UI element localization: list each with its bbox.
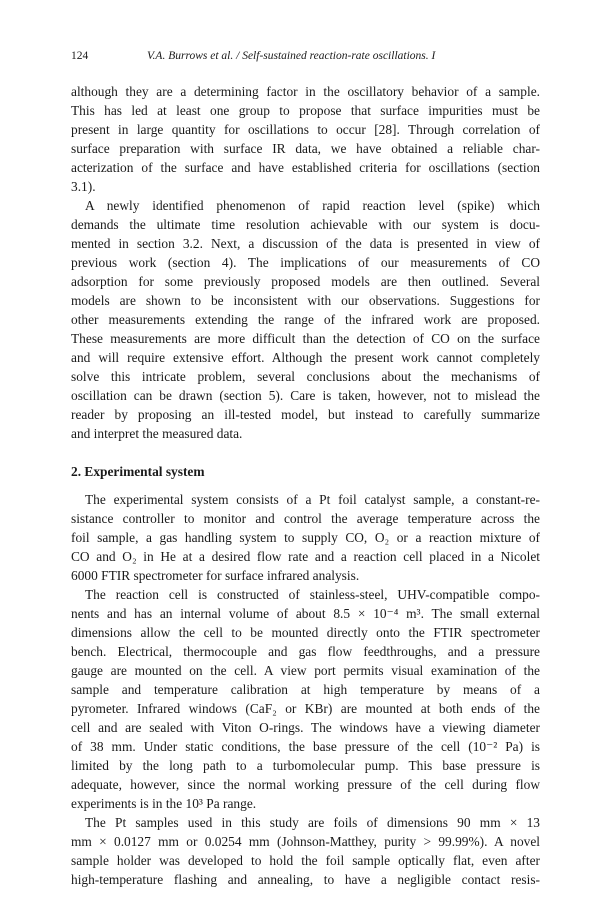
text-line: high-temperature flashing and annealing, to have a negligible contact resis-: [71, 872, 540, 887]
text-line: sistance controller to monitor and control the average temperature across the: [71, 511, 540, 526]
text-line: A newly identified phenomenon of rapid reaction level (spike) which: [85, 198, 540, 213]
text-line: present in large quantity for oscillations to occur [28]. Through correlation of: [71, 122, 540, 137]
text-line: The experimental system consists of a Pt foil catalyst sample, a constant-re-: [85, 492, 540, 507]
running-title: V.A. Burrows et al. / Self-sustained reaction-rate oscillations. I: [147, 50, 436, 62]
page-number: 124: [71, 50, 89, 62]
page-header: [71, 50, 542, 66]
paragraph-spike-phenomenon: [71, 196, 540, 443]
text-line: adsorption for some previously proposed models are then outlined. Several: [71, 274, 540, 289]
text-line: cell and are sealed with Viton O-rings. The windows have a viewing diameter: [71, 720, 540, 735]
text-line: and interpret the measured data.: [71, 426, 243, 441]
section-heading: 2. Experimental system: [71, 464, 205, 479]
text-line: 3.1).: [71, 179, 96, 194]
text-line: foil sample, a gas handling system to supply CO, O₂ or a reaction mixture of: [71, 530, 540, 545]
text-line: CO and O₂ in He at a desired flow rate and a reaction cell placed in a Nicolet: [71, 549, 540, 564]
text-line: previous work (section 4). The implications of our measurements of CO: [71, 255, 540, 270]
text-line: reader by proposing an ill-tested model, but instead to carefully summarize: [71, 407, 540, 422]
text-line: This has led at least one group to propose that surface impurities must be: [71, 103, 540, 118]
text-line: although they are a determining factor in the oscillatory behavior of a sample.: [71, 84, 540, 99]
text-line: acterization of the surface and have established criteria for oscillations (section: [71, 160, 540, 175]
text-line: mm × 0.0127 mm or 0.0254 mm (Johnson-Matthey, purity > 99.99%). A novel: [71, 834, 540, 849]
text-line: and will require extensive effort. Although the present work cannot completely: [71, 350, 540, 365]
text-line: surface preparation with surface IR data, we have obtained a reliable char-: [71, 141, 540, 156]
text-line: bench. Electrical, thermocouple and gas flow feedthroughs, and a pressure: [71, 644, 540, 659]
text-line: sample holder was developed to hold the foil sample optically flat, even after: [71, 853, 540, 868]
text-line: pyrometer. Infrared windows (CaF₂ or KBr) are mounted at both ends of the: [71, 701, 540, 716]
article-body: [71, 82, 540, 889]
text-line: solve this intricate problem, several conclusions about the mechanisms of: [71, 369, 540, 384]
text-line: 6000 FTIR spectrometer for surface infrared analysis.: [71, 568, 360, 583]
text-line: demands the ultimate time resolution achievable with our system is docu-: [71, 217, 540, 232]
text-line: oscillation can be drawn (section 5). Care is taken, however, not to mislead the: [71, 388, 540, 403]
text-line: The reaction cell is constructed of stainless-steel, UHV-compatible compo-: [85, 587, 540, 602]
text-line: limited by the long path to a turbomolecular pump. This base pressure is: [71, 758, 540, 773]
paragraph-intro-continued: [71, 82, 540, 196]
text-line: These measurements are more difficult than the detection of CO on the surface: [71, 331, 540, 346]
text-line: other measurements extending the range of the infrared work are proposed.: [71, 312, 540, 327]
section-spacer: [71, 443, 540, 462]
paragraph-pt-samples: [71, 813, 540, 889]
text-line: adequate, however, since the normal working pressure of the cell during flow: [71, 777, 540, 792]
text-line: models are shown to be inconsistent with our observations. Suggestions for: [71, 293, 540, 308]
paragraph-system-overview: [71, 490, 540, 585]
text-line: sample and temperature calibration at high temperature by means of a: [71, 682, 540, 697]
text-line: mented in section 3.2. Next, a discussion of the data is presented in view of: [71, 236, 540, 251]
text-line: The Pt samples used in this study are foils of dimensions 90 mm × 13: [85, 815, 540, 830]
paragraph-reaction-cell: [71, 585, 540, 813]
text-line: experiments is in the 10³ Pa range.: [71, 796, 257, 811]
text-line: nents and has an internal volume of about 8.5 × 10⁻⁴ m³. The small external: [71, 606, 540, 621]
heading-spacer: [71, 481, 540, 490]
text-line: gauge are mounted on the cell. A view port permits visual examination of the: [71, 663, 540, 678]
text-line: dimensions allow the cell to be mounted directly onto the FTIR spectrometer: [71, 625, 540, 640]
text-line: of 38 mm. Under static conditions, the base pressure of the cell (10⁻² Pa) is: [71, 739, 540, 754]
